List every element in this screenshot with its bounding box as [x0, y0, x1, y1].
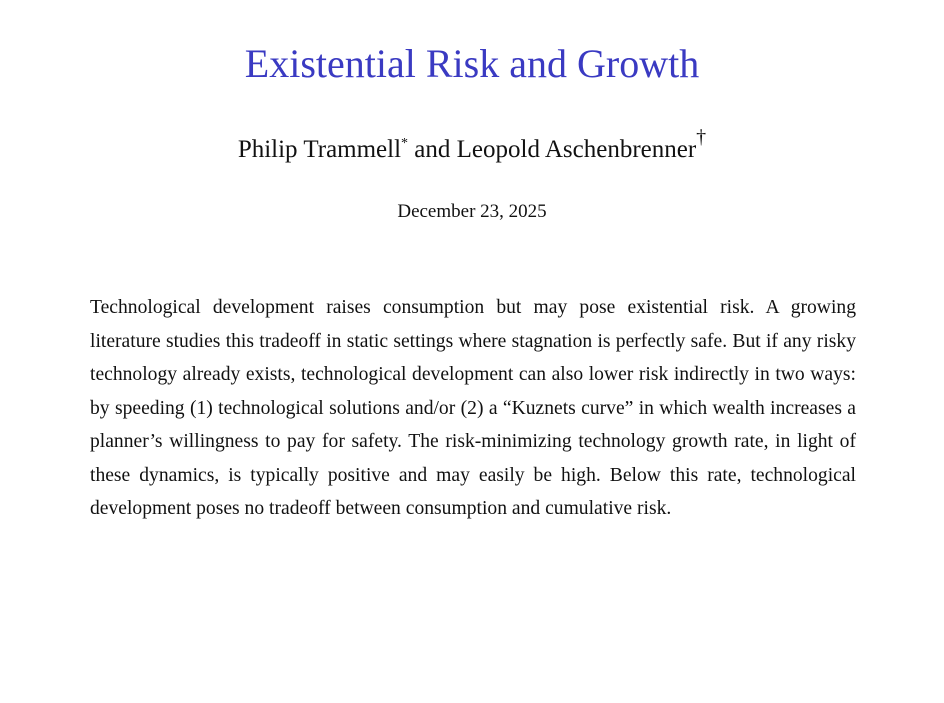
paper-date: December 23, 2025 [397, 201, 547, 222]
author-line [0, 126, 944, 170]
paper-title: Existential Risk and Growth [244, 41, 700, 86]
author-name-second: Leopold Aschenbrenner [456, 136, 697, 163]
author-name-first: Philip Trammell [237, 136, 402, 163]
author-connector: and [408, 136, 457, 163]
author-footnote-mark-first[interactable]: * [401, 136, 409, 151]
abstract-text: Technological development raises consumption but may pose existential risk. A growing literature studies this tradeoff in static settings where stagnation is perfectly safe. But if any risky technology already exists, technological development can also lower risk indirectly in two ways: by speeding (1) technological solutions and/or (2) a “Kuznets curve” in which wealth increases a planner’s willingness to pay for safety. The risk-minimizing technology growth rate, in light of these dynamics, is typically positive and may easily be high. Below this rate, technological development poses no tradeoff between consumption and cumulative risk. [90, 297, 856, 519]
author-footnote-mark-second[interactable]: † [696, 126, 707, 148]
